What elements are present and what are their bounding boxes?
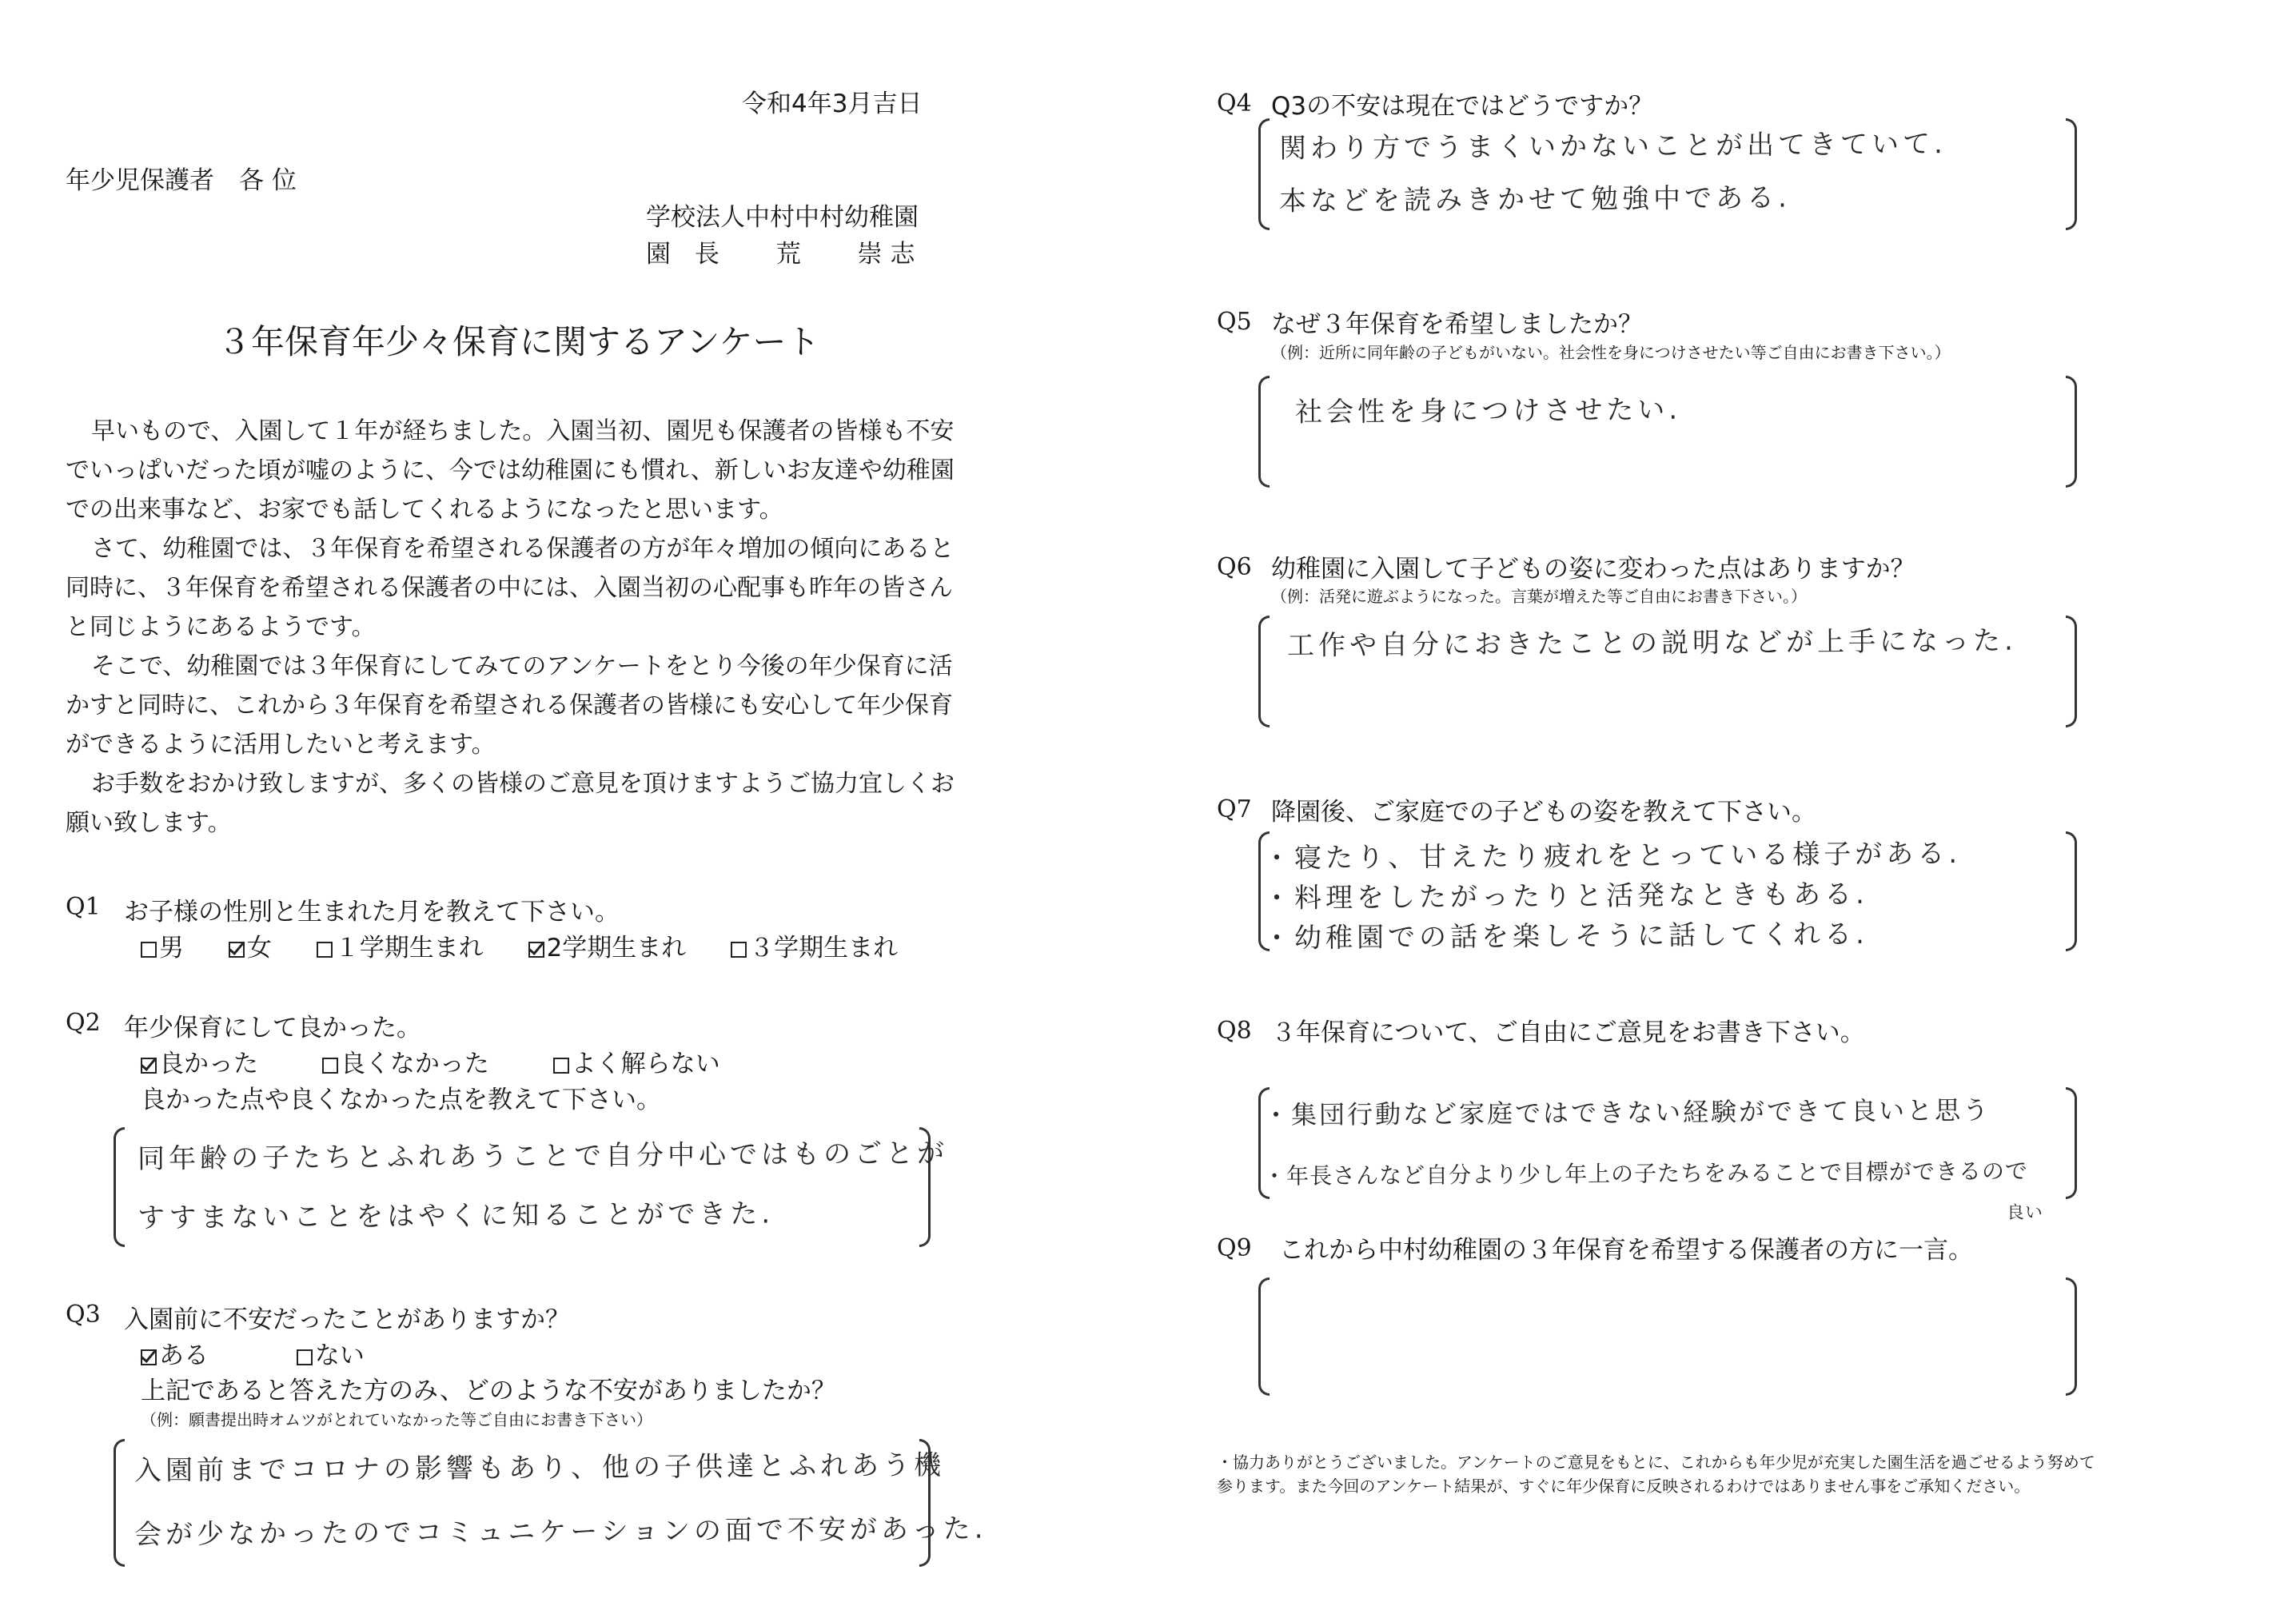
- q5-question: なぜ３年保育を希望しましたか？: [1271, 310, 1643, 339]
- q2-answer-bracket-left: [114, 1127, 125, 1247]
- intro-text: [66, 412, 969, 843]
- q1-question: お子様の性別と生まれた月を教えて下さい。: [124, 898, 620, 927]
- page-title: ３年保育年少々保育に関するアンケート: [217, 322, 820, 361]
- q3-option-no[interactable]: ない: [297, 1335, 365, 1371]
- q7-answer-bracket-right: [2066, 831, 2077, 951]
- intro-paragraph: さて、幼稚園では、３年保育を希望される保護者の方が年々増加の傾向にあると同時に、３年保育を希望される保護者の中には、入園当初の心配事も昨年の皆さんと同じようにあるようです。: [66, 535, 955, 641]
- q3-subquestion: 上記であると答えた方のみ、どのような不安がありましたか？: [141, 1377, 836, 1405]
- q9-answer-bracket-left: [1258, 1277, 1270, 1396]
- q8-number: Q8: [1217, 1017, 1252, 1045]
- q3-answer-line: 入園前までコロナの影響もあり、他の子供達とふれあう機: [134, 1449, 946, 1487]
- q2-option-unsure[interactable]: よく解らない: [553, 1043, 720, 1079]
- q1-option-term3[interactable]: ３学期生まれ: [731, 927, 898, 963]
- checkbox[interactable]: [317, 942, 333, 958]
- footer-note: ・協力ありがとうございました。アンケートのご意見をもとに、これからも年少児が充実した園生活を過ごせるよう努めて参ります。また今回のアンケート結果が、すぐに年少保育に反映されるわけではありません事をご承知ください。: [1217, 1453, 2095, 1496]
- q8-answer-line: ・年長さんなど自分より少し年上の子たちをみることで目標ができるので: [1262, 1158, 2029, 1190]
- checkbox-checked[interactable]: [141, 1349, 157, 1365]
- q5-example: （例：近所に同年齢の子どもがいない。社会性を身につけさせたい等ご自由にお書き下さい。）: [1271, 343, 1951, 362]
- q8-answer-note: 良い: [2006, 1202, 2044, 1223]
- checkbox[interactable]: [553, 1058, 569, 1074]
- q2-option-bad[interactable]: 良くなかった: [322, 1043, 489, 1079]
- q3-number: Q3: [66, 1301, 101, 1329]
- q5-answer-bracket-left: [1258, 376, 1270, 488]
- checkbox[interactable]: [322, 1058, 338, 1074]
- checkbox[interactable]: [297, 1349, 313, 1365]
- q2-question: 年少保育にして良かった。: [124, 1014, 421, 1042]
- q3-question: 入園前に不安だったことがありますか？: [124, 1305, 570, 1334]
- q6-example: （例：活発に遊ぶようになった。言葉が増えた等ご自由にお書き下さい。）: [1271, 587, 1807, 606]
- q4-question: Q3の不安は現在ではどうですか？: [1271, 92, 1654, 121]
- q5-answer-line: 社会性を身につけさせたい.: [1294, 393, 1682, 428]
- intro-paragraph: 早いもので、入園して１年が経ちました。入園当初、園児も保護者の皆様も不安でいっぱいだった頃が嘘のように、今では幼稚園にも慣れ、新しいお友達や幼稚園での出来事など、お家でも話してくれるようになったと思います。: [66, 417, 955, 524]
- recipients: 年少児保護者 各 位: [66, 166, 297, 195]
- q9-question: これから中村幼稚園の３年保育を希望する保護者の方に一言。: [1279, 1236, 1973, 1265]
- q1-option-term2[interactable]: 2学期生まれ: [528, 927, 687, 963]
- q4-answer-bracket-left: [1258, 118, 1270, 230]
- q1-number: Q1: [66, 893, 101, 921]
- q3-options: [141, 1335, 401, 1371]
- q6-answer-bracket-left: [1258, 616, 1270, 727]
- q1-option-male[interactable]: 男: [141, 927, 184, 963]
- intro-paragraph: お手数をおかけ致しますが、多くの皆様のご意見を頂けますようご協力宜しくお願い致します。: [66, 770, 955, 837]
- checkbox[interactable]: [731, 942, 747, 958]
- q3-example: （例：願書提出時オムツがとれていなかった等ご自由にお書き下さい）: [141, 1410, 652, 1429]
- checkbox-checked[interactable]: [141, 1058, 157, 1074]
- q2-number: Q2: [66, 1009, 101, 1037]
- q9-answer-bracket-right: [2066, 1277, 2077, 1396]
- q4-answer-line: 本などを読みきかせて勉強中である.: [1278, 181, 1791, 217]
- q7-question: 降園後、ご家庭での子どもの姿を教えて下さい。: [1271, 798, 1816, 827]
- q2-subquestion: 良かった点や良くなかった点を教えて下さい。: [141, 1086, 661, 1114]
- q8-answer-bracket-right: [2066, 1087, 2077, 1199]
- q1-option-term1[interactable]: １学期生まれ: [317, 927, 484, 963]
- sender-name: 園 長 荒 崇志: [646, 240, 923, 269]
- checkbox[interactable]: [141, 942, 157, 958]
- q3-answer-line: 会が少なかったのでコミュニケーションの面で不安があった.: [134, 1512, 987, 1551]
- q6-question: 幼稚園に入園して子どもの姿に変わった点はありますか？: [1271, 555, 1915, 584]
- q4-answer-line: 関わり方でうまくいかないことが出てきていて.: [1278, 128, 1947, 165]
- q2-answer-line: すすまないことをはやくに知ることができた.: [137, 1198, 775, 1234]
- q5-answer-bracket-right: [2066, 376, 2077, 488]
- q3-option-yes[interactable]: ある: [141, 1335, 209, 1371]
- sender-organization: 学校法人中村中村幼稚園: [646, 203, 919, 232]
- q1-options: [141, 927, 935, 963]
- q9-number: Q9: [1217, 1234, 1252, 1262]
- q2-answer-line: 同年齢の子たちとふれあうことで自分中心ではものごとが: [137, 1137, 949, 1175]
- q6-answer-line: 工作や自分におきたことの説明などが上手になった.: [1286, 624, 2017, 662]
- document-date: 令和4年3月吉日: [742, 90, 923, 118]
- q3-answer-bracket-left: [114, 1439, 125, 1567]
- q2-option-good[interactable]: 良かった: [141, 1043, 258, 1079]
- q8-answer-line: ・集団行動など家庭ではできない経験ができて良いと思う: [1262, 1094, 1991, 1130]
- q8-question: ３年保育について、ご自由にご意見をお書き下さい。: [1271, 1018, 1865, 1047]
- q7-number: Q7: [1217, 795, 1252, 823]
- q2-options: [141, 1043, 757, 1079]
- intro-paragraph: そこで、幼稚園では３年保育にしてみてのアンケートをとり今後の年少保育に活かすと同時に、これから３年保育を希望される保護者の皆様にも安心して年少保育ができるように活用したいと考えます。: [66, 652, 953, 759]
- q6-answer-bracket-right: [2066, 616, 2077, 727]
- q7-answer-line: ・料理をしたがったりと活発なときもある.: [1262, 878, 1868, 915]
- q6-number: Q6: [1217, 553, 1252, 581]
- q7-answer-line: ・幼稚園での話を楽しそうに話してくれる.: [1262, 918, 1868, 954]
- q4-number: Q4: [1217, 90, 1252, 118]
- checkbox-checked[interactable]: [229, 942, 245, 958]
- q5-number: Q5: [1217, 308, 1252, 336]
- q1-option-female[interactable]: 女: [229, 927, 272, 963]
- q4-answer-bracket-right: [2066, 118, 2077, 230]
- q7-answer-line: ・寝たり、甘えたり疲れをとっている様子がある.: [1262, 837, 1962, 875]
- checkbox-checked[interactable]: [528, 942, 544, 958]
